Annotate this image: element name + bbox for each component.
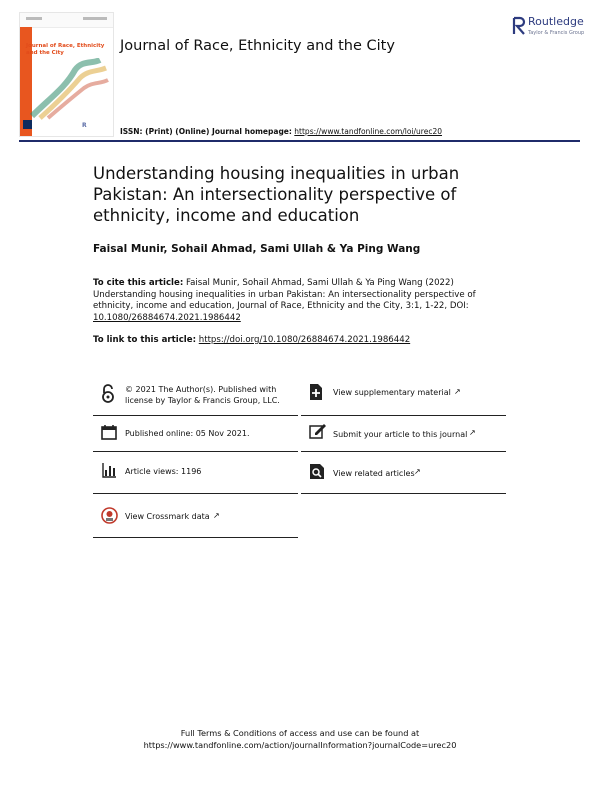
supplementary-item[interactable] xyxy=(309,383,509,401)
divider xyxy=(93,537,298,538)
external-link-icon: ↗ xyxy=(454,387,461,396)
calendar-icon xyxy=(101,424,117,440)
related-articles-icon xyxy=(309,463,325,480)
crossmark-text: View Crossmark data xyxy=(125,512,210,521)
related-articles-text: View related articles xyxy=(333,469,415,478)
external-link-icon: ↗ xyxy=(213,511,220,520)
submit-article-text: Submit your article to this journal xyxy=(333,430,468,439)
cover-publisher-logo xyxy=(23,120,32,129)
issn-line xyxy=(120,127,442,136)
journal-title: Journal of Race, Ethnicity and the City xyxy=(120,38,395,54)
article-authors: Faisal Munir, Sohail Ahmad, Sami Ullah & Ya Ping Wang xyxy=(93,243,421,255)
article-doi-link[interactable]: https://doi.org/10.1080/26884674.2021.1986442 xyxy=(198,335,411,345)
crossmark-icon xyxy=(101,507,118,524)
published-online-text: Published online: 05 Nov 2021. xyxy=(125,429,250,438)
article-link-line xyxy=(93,335,410,345)
cover-title: Journal of Race, Ethnicity and the City xyxy=(26,43,105,56)
footer-terms-text: Full Terms & Conditions of access and use can be found at xyxy=(180,728,420,738)
divider xyxy=(93,493,298,494)
submit-icon xyxy=(309,423,327,439)
external-link-icon: ↗ xyxy=(469,428,476,437)
external-link-icon: ↗ xyxy=(414,467,421,476)
article-views-text: Article views: 1196 xyxy=(125,467,202,476)
license-item xyxy=(101,384,301,410)
cover-routledge-mark: R xyxy=(82,122,87,129)
citation-label: To cite this article: xyxy=(93,278,184,288)
cover-smoke-graphic xyxy=(30,58,110,120)
header-divider xyxy=(19,140,580,142)
divider xyxy=(93,415,298,416)
related-articles-item[interactable] xyxy=(309,463,509,481)
divider xyxy=(301,493,506,494)
divider xyxy=(301,451,506,452)
routledge-r-icon xyxy=(512,16,526,36)
journal-cover-image xyxy=(19,12,114,137)
routledge-tagline: Taylor & Francis Group xyxy=(528,30,585,36)
article-title: Understanding housing inequalities in urban Pakistan: An intersectionality perspective of ethnicity, income and education xyxy=(93,164,460,225)
bar-chart-icon xyxy=(101,462,117,478)
crossmark-item[interactable] xyxy=(101,507,301,525)
published-online-item xyxy=(101,424,301,442)
citation-doi-link[interactable]: 10.1080/26884674.2021.1986442 xyxy=(93,312,241,323)
submit-article-item[interactable] xyxy=(309,423,509,441)
footer xyxy=(0,727,600,751)
article-link-label: To link to this article: xyxy=(93,335,197,345)
divider xyxy=(93,451,298,452)
citation-block xyxy=(93,278,513,324)
issn-label: ISSN: (Print) (Online) Journal homepage: xyxy=(120,127,292,136)
supplementary-icon xyxy=(309,383,323,401)
footer-terms-link[interactable]: https://www.tandfonline.com/action/journalInformation?journalCode=urec20 xyxy=(143,740,457,750)
journal-homepage-link[interactable]: https://www.tandfonline.com/loi/urec20 xyxy=(294,127,443,136)
license-text-line2: license by Taylor & Francis Group, LLC. xyxy=(125,396,280,405)
divider xyxy=(301,415,506,416)
cover-top-bar xyxy=(20,13,113,28)
license-text-line1: © 2021 The Author(s). Published with xyxy=(125,385,277,394)
citation-text: Faisal Munir, Sohail Ahmad, Sami Ullah & Ya Ping Wang (2022) Understanding housing inequalities in urban Pakistan: An intersectionality perspective of ethnicity, income and education, Journal of Race, Ethnicity and the City, 3:1, 1-22, DOI: xyxy=(93,278,476,311)
article-views-item xyxy=(101,462,301,480)
routledge-wordmark: Routledge xyxy=(528,15,584,28)
routledge-logo xyxy=(512,15,585,40)
open-access-icon xyxy=(101,384,115,404)
supplementary-text: View supplementary material xyxy=(333,388,451,397)
